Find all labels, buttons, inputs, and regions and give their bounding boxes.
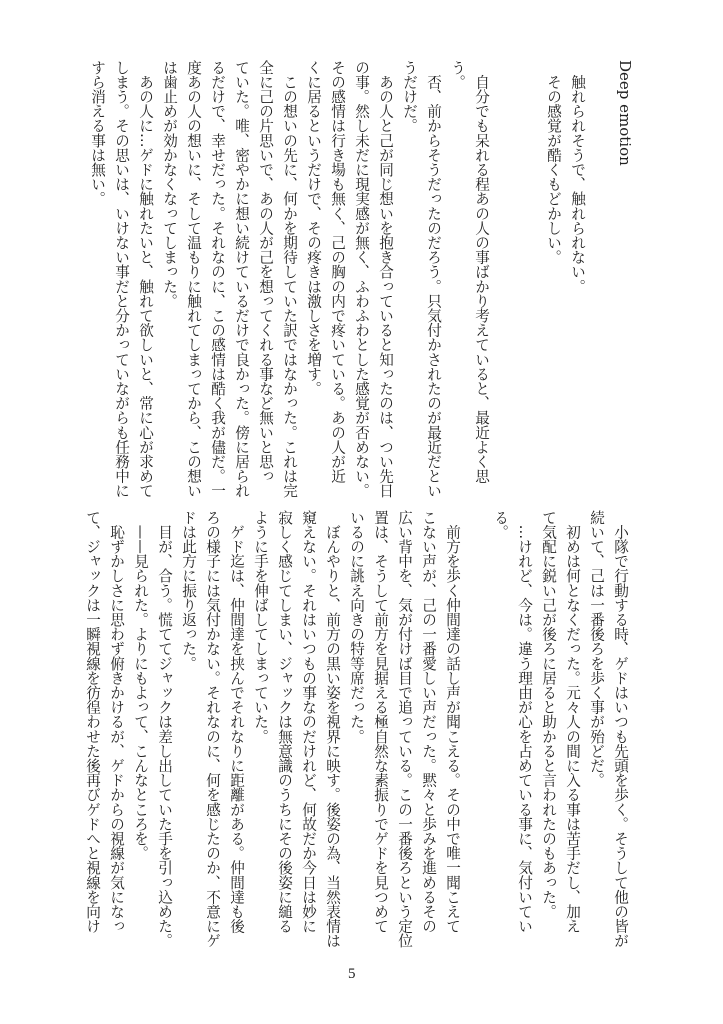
- text-line: ように手を伸ばしてしまっていた。: [252, 510, 269, 744]
- text-line: 窺えない。それはいつもの事なのだけれど、何故だか今日は妙に: [300, 510, 317, 934]
- text-line: 触れられそうで、触れられない。: [569, 60, 586, 294]
- story-title: Deep emotion: [616, 60, 634, 166]
- text-line: すら消える事は無い。: [89, 60, 106, 206]
- text-line: 置は、そうして前方を見据える極自然な素振りでゲドを見つめて: [372, 510, 389, 934]
- upper-text-block: [85, 60, 637, 500]
- blank-line: [589, 60, 613, 500]
- text-line: 前方を歩く仲間達の話し声が聞こえる。その中で唯一聞こえて: [444, 510, 461, 934]
- text-line: あの人に…ゲドに触れたいと、触れて欲しいと、常に心が求めて: [137, 60, 154, 498]
- text-line: は歯止めが効かなくなってしまった。: [161, 60, 178, 309]
- blank-line: [493, 60, 517, 500]
- text-line: ドは此方に振り返った。: [180, 510, 197, 671]
- text-line: 恥ずかしさに思わず俯きかけるが、ゲドからの視線が気になっ: [108, 510, 125, 934]
- page-number: 5: [348, 966, 356, 982]
- text-line: 全に己の片思いで、あの人が己を想ってくれる事など無いと思っ: [257, 60, 274, 484]
- text-line: て気配に鋭い己が後ろに居ると助かると言われたのもあった。: [540, 510, 557, 919]
- text-line: くに居るというだけで、その疼きは激しさを増す。: [305, 60, 322, 396]
- text-line: 否、前からそうだったのだろう。只気付かされたのが最近だとい: [425, 60, 442, 498]
- text-line: 初めは何となくだった。元々人の間に入る事は苦手だし、加え: [564, 510, 581, 934]
- text-line: う。: [449, 60, 466, 90]
- text-line: ぼんやりと、前方の黒い姿を視界に映す。後姿の為、当然表情は: [324, 510, 341, 948]
- text-line: の事。然し未だに現実感が無く、ふわふわとした感覚が否めない。: [353, 60, 370, 498]
- text-line: 自分でも呆れる程あの人の事ばかり考えていると、最近よく思: [473, 60, 490, 484]
- text-line: ろの様子には気付かない。それなのに、何を感じたのか、不意にゲ: [204, 510, 221, 948]
- text-line: 小隊で行動する時、ゲドはいつも先頭を歩く。そうして他の皆が: [612, 510, 629, 948]
- text-line: る。: [492, 510, 509, 540]
- text-line: いるのに誂え向きの特等席だった。: [348, 510, 365, 744]
- text-line: うだけだ。: [401, 60, 418, 133]
- lower-text-block: [80, 510, 632, 950]
- text-line: 寂しく感じてしまい、ジャックは無意識のうちにその後姿に縋る: [276, 510, 293, 934]
- text-line: こない声が、己の一番愛しい声だった。黙々と歩みを進めるその: [420, 510, 437, 934]
- text-line: ゲド迄は、仲間達を挟んでそれなりに距離がある。仲間達も後: [228, 510, 245, 934]
- text-line: て、ジャックは一瞬視線を彷徨わせた後再びゲドへと視線を向け: [84, 510, 101, 934]
- text-line: ——見られた。よりにもよって、こんなところを。: [132, 510, 149, 861]
- text-line: るだけで、幸せだった。それなのに、この感情は酷く我が儘だ。一: [209, 60, 226, 498]
- text-line: その感覚が酷くもどかしい。: [545, 60, 562, 265]
- text-line: その感情は行き場も無く、己の胸の内で疼いている。あの人が近: [329, 60, 346, 484]
- text-line: しまう。その思いは、いけない事だと分かっていながらも任務中に: [113, 60, 130, 498]
- blank-line: [464, 510, 488, 950]
- text-line: この想いの先に、何かを期待していた訳ではなかった。これは完: [281, 60, 298, 498]
- text-line: 続いて、己は一番後ろを歩く事が殆どだ。: [588, 510, 605, 788]
- blank-line: [517, 60, 541, 500]
- text-line: 広い背中を、気が付けば目で追っている。この一番後ろという定位: [396, 510, 413, 948]
- text-line: ていた。唯、密やかに想い続けているだけで良かった。傍に居られ: [233, 60, 250, 498]
- text-line: 目が、合う。慌ててジャックは差し出していた手を引っ込めた。: [156, 510, 173, 948]
- text-line: あの人と己が同じ想いを抱き合っていると知ったのは、つい先日: [377, 60, 394, 498]
- text-line: 度あの人の想いに、そして温もりに触れてしまってから、この想い: [185, 60, 202, 498]
- text-line: …けれど、今は。違う理由が心を占めている事に、気付いてい: [516, 510, 533, 934]
